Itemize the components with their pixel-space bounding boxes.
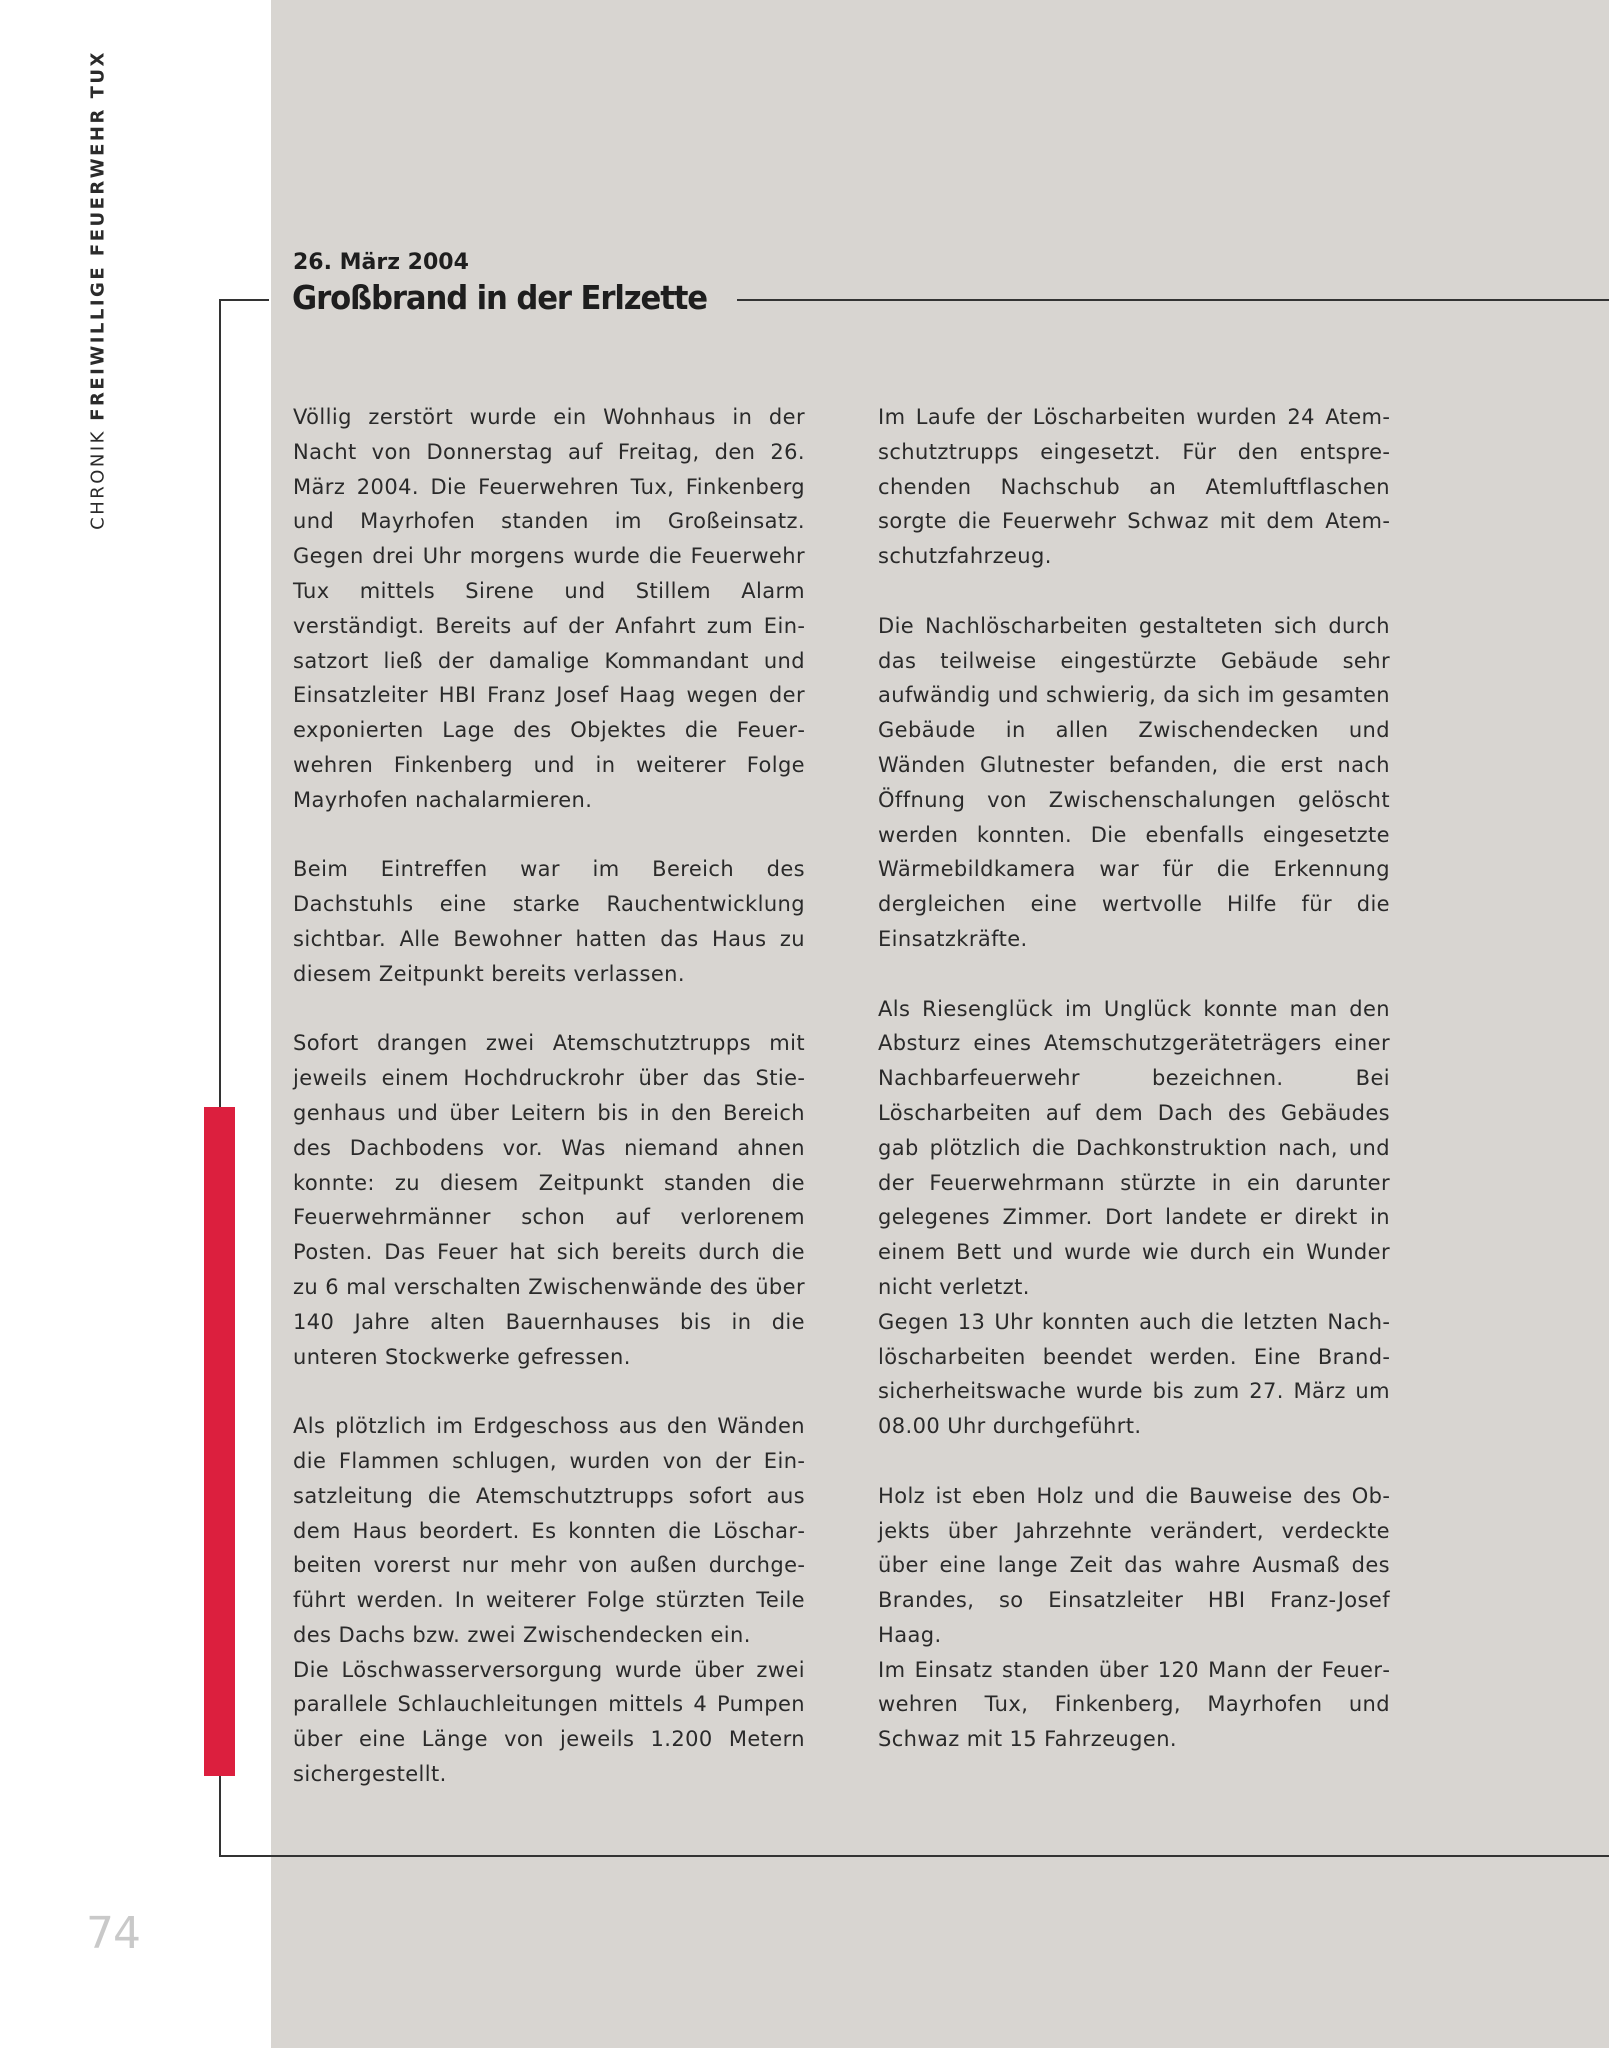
article-column-left [293,400,805,1792]
paragraph: Gegen 13 Uhr konnten auch die letzten Nachlöscharbeiten beendet werden. Eine Brandsicherheitswache wurde bis zum 27. März um 08.00 Uhr durchgeführt. [878,1309,1390,1439]
paragraph: Die Löschwasserversorgung wurde über zwei parallele Schlauchleitungen mittels 4 Pumpen über eine Länge von jeweils 1.200 Metern sichergestellt. [293,1657,805,1787]
frame-line-top [219,299,269,301]
paragraph: Holz ist eben Holz und die Bauweise des Objekts über Jahrzehnte verändert, verdeckte über eine lange Zeit das wahre Ausmaß des Brandes, so Einsatzleiter HBI Franz-Josef Haag. [878,1483,1390,1647]
paragraph: Im Einsatz standen über 120 Mann der Feuerwehren Tux, Finkenberg, Mayrhofen und Schwaz mit 15 Fahrzeugen. [878,1657,1390,1752]
paragraph: Als plötzlich im Erdgeschoss aus den Wänden die Flammen schlugen, wurden von der Einsatzleitung die Atemschutztrupps sofort aus dem Haus beordert. Es konnten die Löscharbeiten vorerst nur mehr von außen durchgeführt werden. In weiterer Folge stürzten Teile des Dachs bzw. zwei Zwischendecken ein. [293,1414,805,1647]
frame-line-bottom [219,1855,1609,1857]
paragraph: Als Riesenglück im Unglück konnte man den Absturz eines Atemschutzgeräteträgers einer Nachbarfeuerwehr bezeichnen. Bei Löscharbeiten auf dem Dach des Gebäudes gab plötzlich die Dachkonstruktion nach, und der Feuerwehrmann stürzte in ein darunter gelegenes Zimmer. Dort landete er direkt in einem Bett und wurde wie durch ein Wunder nicht verletzt. [878,996,1390,1299]
paragraph: Im Laufe der Löscharbeiten wurden 24 Atemschutztrupps eingesetzt. Für den entsprechenden Nachschub an Atemluftflaschen sorgte die Feuerwehr Schwaz mit dem Atemschutzfahrzeug. [878,405,1390,569]
article-column-right [878,400,1390,1757]
title-rule [737,299,1609,301]
paragraph: Sofort drangen zwei Atemschutztrupps mit jeweils einem Hochdruckrohr über das Stiegenhaus und über Leitern bis in den Bereich des Dachbodens vor. Was niemand ahnen konnte: zu diesem Zeitpunkt standen die Feuerwehrmänner schon auf verlorenem Posten. Das Feuer hat sich bereits durch die zu 6 mal verschalten Zwischenwände des über 140 Jahre alten Bauernhauses bis in die unteren Stockwerke gefressen. [293,1031,805,1369]
sidebar-running-title [88,50,109,530]
sidebar-label-chronik: CHRONIK [87,429,109,530]
page-number: 74 [86,1908,140,1959]
paragraph: Die Nachlöscharbeiten gestalteten sich durch das teilweise eingestürzte Gebäude sehr aufwändig und schwierig, da sich im gesamten Gebäude in allen Zwischendecken und Wänden Glutnester befanden, die erst nach Öffnung von Zwischenschalungen gelöscht werden konnten. Die ebenfalls eingesetzte Wärmebildkamera war für die Erkennung dergleichen eine wertvolle Hilfe für die Einsatzkräfte. [878,613,1390,951]
accent-bar [204,1107,235,1776]
sidebar-label-feuerwehr: FREIWILLIGE FEUERWEHR TUX [87,50,109,421]
paragraph: Beim Eintreffen war im Bereich des Dachstuhls eine starke Rauchentwicklung sichtbar. Alle Bewohner hatten das Haus zu diesem Zeitpunkt bereits verlassen. [293,857,805,986]
paragraph: Völlig zerstört wurde ein Wohnhaus in der Nacht von Donnerstag auf Freitag, den 26. März 2004. Die Feuerwehren Tux, Finkenberg und Mayrhofen standen im Großeinsatz. Gegen drei Uhr morgens wurde die Feuerwehr Tux mittels Sirene und Stillem Alarm verständigt. Bereits auf der Anfahrt zum Einsatzort ließ der damalige Kommandant und Einsatzleiter HBI Franz Josef Haag wegen der exponierten Lage des Objektes die Feuerwehren Finkenberg und in weiterer Folge Mayrhofen nachalarmieren. [293,405,805,812]
article-date: 26. März 2004 [293,250,469,275]
article-title: Großbrand in der Erlzette [292,278,708,317]
